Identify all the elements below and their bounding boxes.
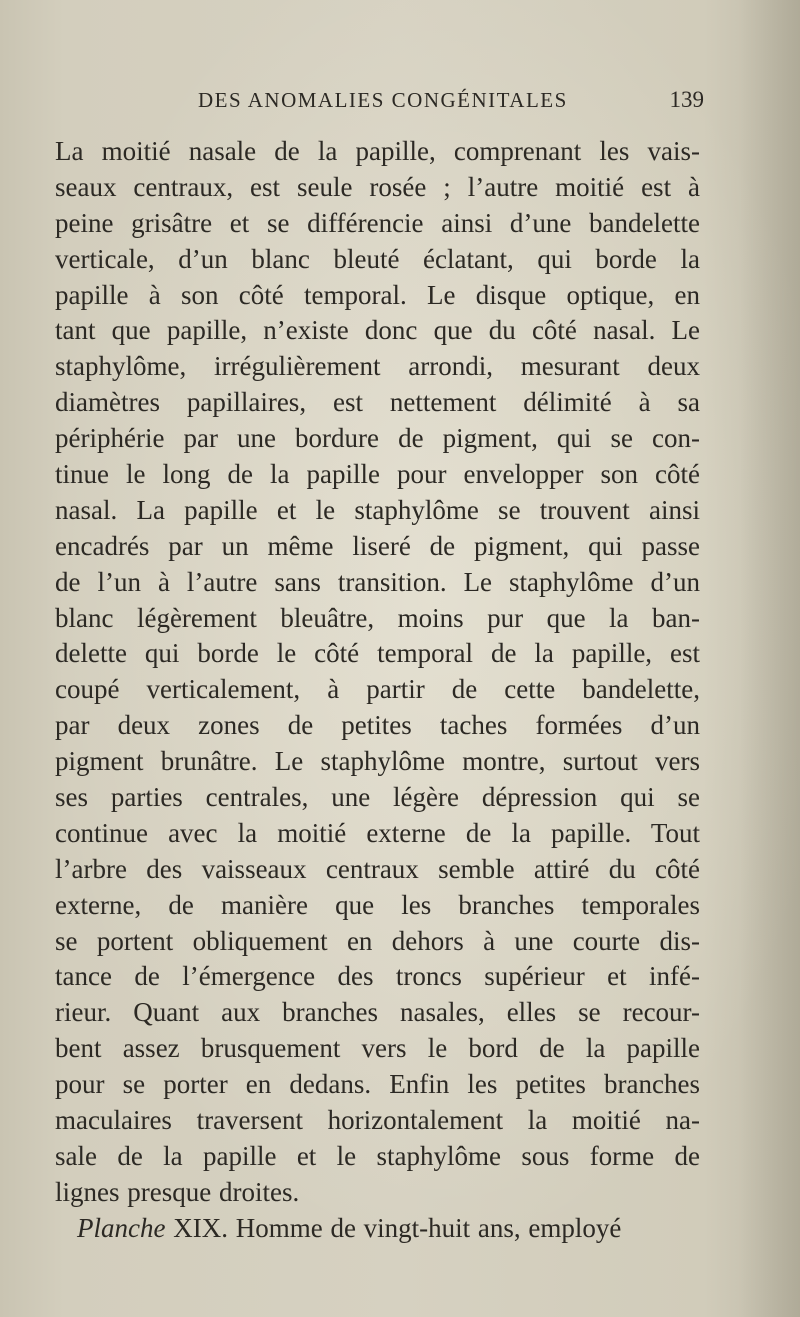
text-line: nasal. La papille et le staphylôme se trouvent ainsi [55, 494, 700, 525]
text-line: maculaires traversent horizontalement la moitié na- [55, 1105, 700, 1136]
text-line: tance de l’émergence des troncs supérieur et infé- [55, 961, 700, 992]
text-line: pigment brunâtre. Le staphylôme montre, surtout vers [55, 746, 700, 777]
text-line: périphérie par une bordure de pigment, qui se con- [55, 423, 700, 454]
text-line: tant que papille, n’existe donc que du côté nasal. Le [55, 315, 700, 346]
text-line: ses parties centrales, une légère dépression qui se [55, 782, 700, 813]
running-title: DES ANOMALIES CONGÉNITALES [198, 88, 568, 112]
text-line: par deux zones de petites taches formées d’un [55, 710, 700, 741]
text-line: sale de la papille et le staphylôme sous forme de [55, 1140, 700, 1171]
text-line: se portent obliquement en dehors à une courte dis- [55, 925, 700, 956]
plate-description: XIX. Homme de vingt-huit ans, employé [173, 1212, 622, 1243]
text-line: La moitié nasale de la papille, comprenant les vais- [55, 136, 700, 166]
text-line: peine grisâtre et se différencie ainsi d’une bandelette [55, 207, 700, 238]
text-line: staphylôme, irrégulièrement arrondi, mesurant deux [55, 351, 700, 382]
text-line: l’arbre des vaisseaux centraux semble attiré du côté [55, 853, 700, 884]
body-text [55, 134, 700, 1247]
text-line: verticale, d’un blanc bleuté éclatant, qui borde la [55, 243, 700, 274]
text-line: tinue le long de la papille pour envelopper son côté [55, 459, 700, 490]
text-line: papille à son côté temporal. Le disque optique, en [55, 279, 700, 310]
text-line: continue avec la moitié externe de la papille. Tout [55, 817, 700, 848]
plate-label: Planche [77, 1212, 166, 1243]
text-line: coupé verticalement, à partir de cette bandelette, [55, 674, 700, 705]
text-line: pour se porter en dedans. Enfin les petites branches [55, 1069, 700, 1100]
text-line: seaux centraux, est seule rosée ; l’autre moitié est à [55, 171, 700, 202]
page-number: 139 [669, 87, 704, 112]
text-line: bent assez brusquement vers le bord de la papille [55, 1033, 700, 1064]
text-line: externe, de manière que les branches temporales [55, 889, 700, 920]
text-line: blanc légèrement bleuâtre, moins pur que la ban- [55, 602, 700, 633]
text-line: rieur. Quant aux branches nasales, elles se recour- [55, 997, 700, 1028]
text-line: delette qui borde le côté temporal de la papille, est [55, 638, 700, 669]
text-line: de l’un à l’autre sans transition. Le staphylôme d’un [55, 566, 700, 597]
text-line: encadrés par un même liseré de pigment, qui passe [55, 530, 700, 561]
text-line: diamètres papillaires, est nettement délimité à sa [55, 387, 700, 418]
plate-caption-line [55, 1211, 700, 1247]
running-head [40, 82, 712, 122]
text-line: lignes presque droites. [55, 1176, 300, 1207]
